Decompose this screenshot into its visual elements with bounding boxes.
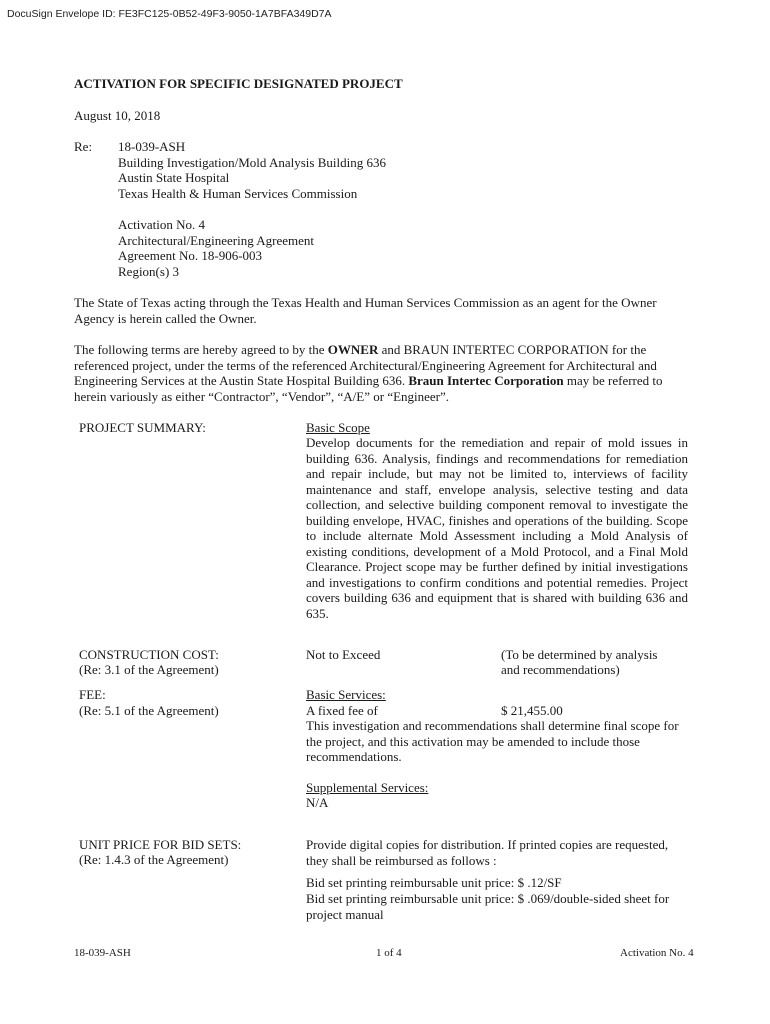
fee-ref: (Re: 5.1 of the Agreement) bbox=[79, 703, 219, 718]
unit-price-text-3: Bid set printing reimbursable unit price: $ .069/double-sided sheet for project manual bbox=[306, 891, 670, 922]
basic-services-heading: Basic Services: bbox=[306, 687, 386, 702]
project-summary-label: PROJECT SUMMARY: bbox=[79, 420, 206, 435]
basic-scope-heading: Basic Scope bbox=[306, 420, 370, 435]
re-label: Re: bbox=[74, 139, 93, 154]
construction-cost-ref: (Re: 3.1 of the Agreement) bbox=[79, 662, 219, 677]
unit-price-label: UNIT PRICE FOR BID SETS: bbox=[79, 837, 242, 852]
supplemental-services-value: N/A bbox=[306, 795, 329, 810]
envelope-id: DocuSign Envelope ID: FE3FC125-0B52-49F3-9050-1A7BFA349D7A bbox=[7, 8, 332, 20]
unit-price-ref: (Re: 1.4.3 of the Agreement) bbox=[79, 852, 229, 867]
re-facility: Austin State Hospital bbox=[118, 170, 230, 185]
footer-project-number: 18-039-ASH bbox=[74, 947, 131, 959]
re-region: Region(s) 3 bbox=[118, 263, 180, 279]
construction-cost-note-1: (To be determined by analysis bbox=[501, 647, 658, 662]
re-agreement-number: Agreement No. 18-906-003 bbox=[118, 248, 263, 263]
document-date: August 10, 2018 bbox=[74, 108, 161, 123]
re-project-name: Building Investigation/Mold Analysis Building 636 bbox=[118, 154, 386, 170]
re-agency: Texas Health & Human Services Commission bbox=[118, 185, 358, 201]
construction-cost-note-2: and recommendations) bbox=[501, 662, 620, 677]
fee-label: FEE: bbox=[79, 687, 106, 702]
construction-cost-value: Not to Exceed bbox=[306, 647, 381, 662]
fee-text: This investigation and recommendations shall determine final scope for the project, and this activation may be amended to include those recommendations. bbox=[306, 718, 679, 764]
braun-term: Braun Intertec Corporation bbox=[408, 373, 564, 388]
owner-paragraph: The State of Texas acting through the Texas Health and Human Services Commission as an agent for the Owner Agency is herein called the Owner. bbox=[74, 295, 657, 326]
fixed-fee-amount: $ 21,455.00 bbox=[501, 703, 563, 718]
unit-price-text-1: Provide digital copies for distribution. If printed copies are requested, they shall be reimbursed as follows : bbox=[306, 837, 669, 868]
re-block-2 bbox=[118, 217, 314, 279]
supplemental-services-heading: Supplemental Services: bbox=[306, 780, 429, 795]
footer-page-number: 1 of 4 bbox=[376, 947, 402, 959]
terms-paragraph: The following terms are hereby agreed to by the OWNER and BRAUN INTERTEC CORPORATION for the referenced project, under the terms of the referenced Architectural/Engineering Agreement for Architectural and Engineering Services at the Austin State Hospital Building 636. Braun Intertec Corporation may be referred to herein variously as either “Contractor”, “Vendor”, “A/E” or “Engineer”. bbox=[74, 342, 663, 404]
fixed-fee-label: A fixed fee of bbox=[306, 703, 378, 718]
basic-scope-text: Develop documents for the remediation and repair of mold issues in building 636. Analysis, findings and recommendations for remediation and repair include, but may not be limited to, interviews of facility maintenance and staff, envelope analysis, selective testing and data collection, and selective building component removal to investigate the building envelope, HVAC, finishes and operations of the building. Scope to include alternate Mold Assessment including a Mold Analysis of existing conditions, development of a Mold Protocol, and a Final Mold Clearance. Project scope may be further defined by initial investigations and investigations to confirm conditions and potential remedies. Project covers building 636 and equipment that is shared with building 636 and 635. bbox=[306, 435, 688, 621]
unit-price-text-2: Bid set printing reimbursable unit price: $ .12/SF bbox=[306, 875, 562, 890]
page-title: ACTIVATION FOR SPECIFIC DESIGNATED PROJECT bbox=[74, 76, 403, 91]
footer-activation-number: Activation No. 4 bbox=[620, 947, 694, 959]
re-activation-number: Activation No. 4 bbox=[118, 217, 206, 232]
re-project-number: 18-039-ASH bbox=[118, 139, 186, 154]
re-block bbox=[118, 139, 386, 201]
re-agreement-type: Architectural/Engineering Agreement bbox=[118, 232, 315, 248]
owner-term: OWNER bbox=[327, 342, 379, 357]
construction-cost-label: CONSTRUCTION COST: bbox=[79, 647, 219, 662]
